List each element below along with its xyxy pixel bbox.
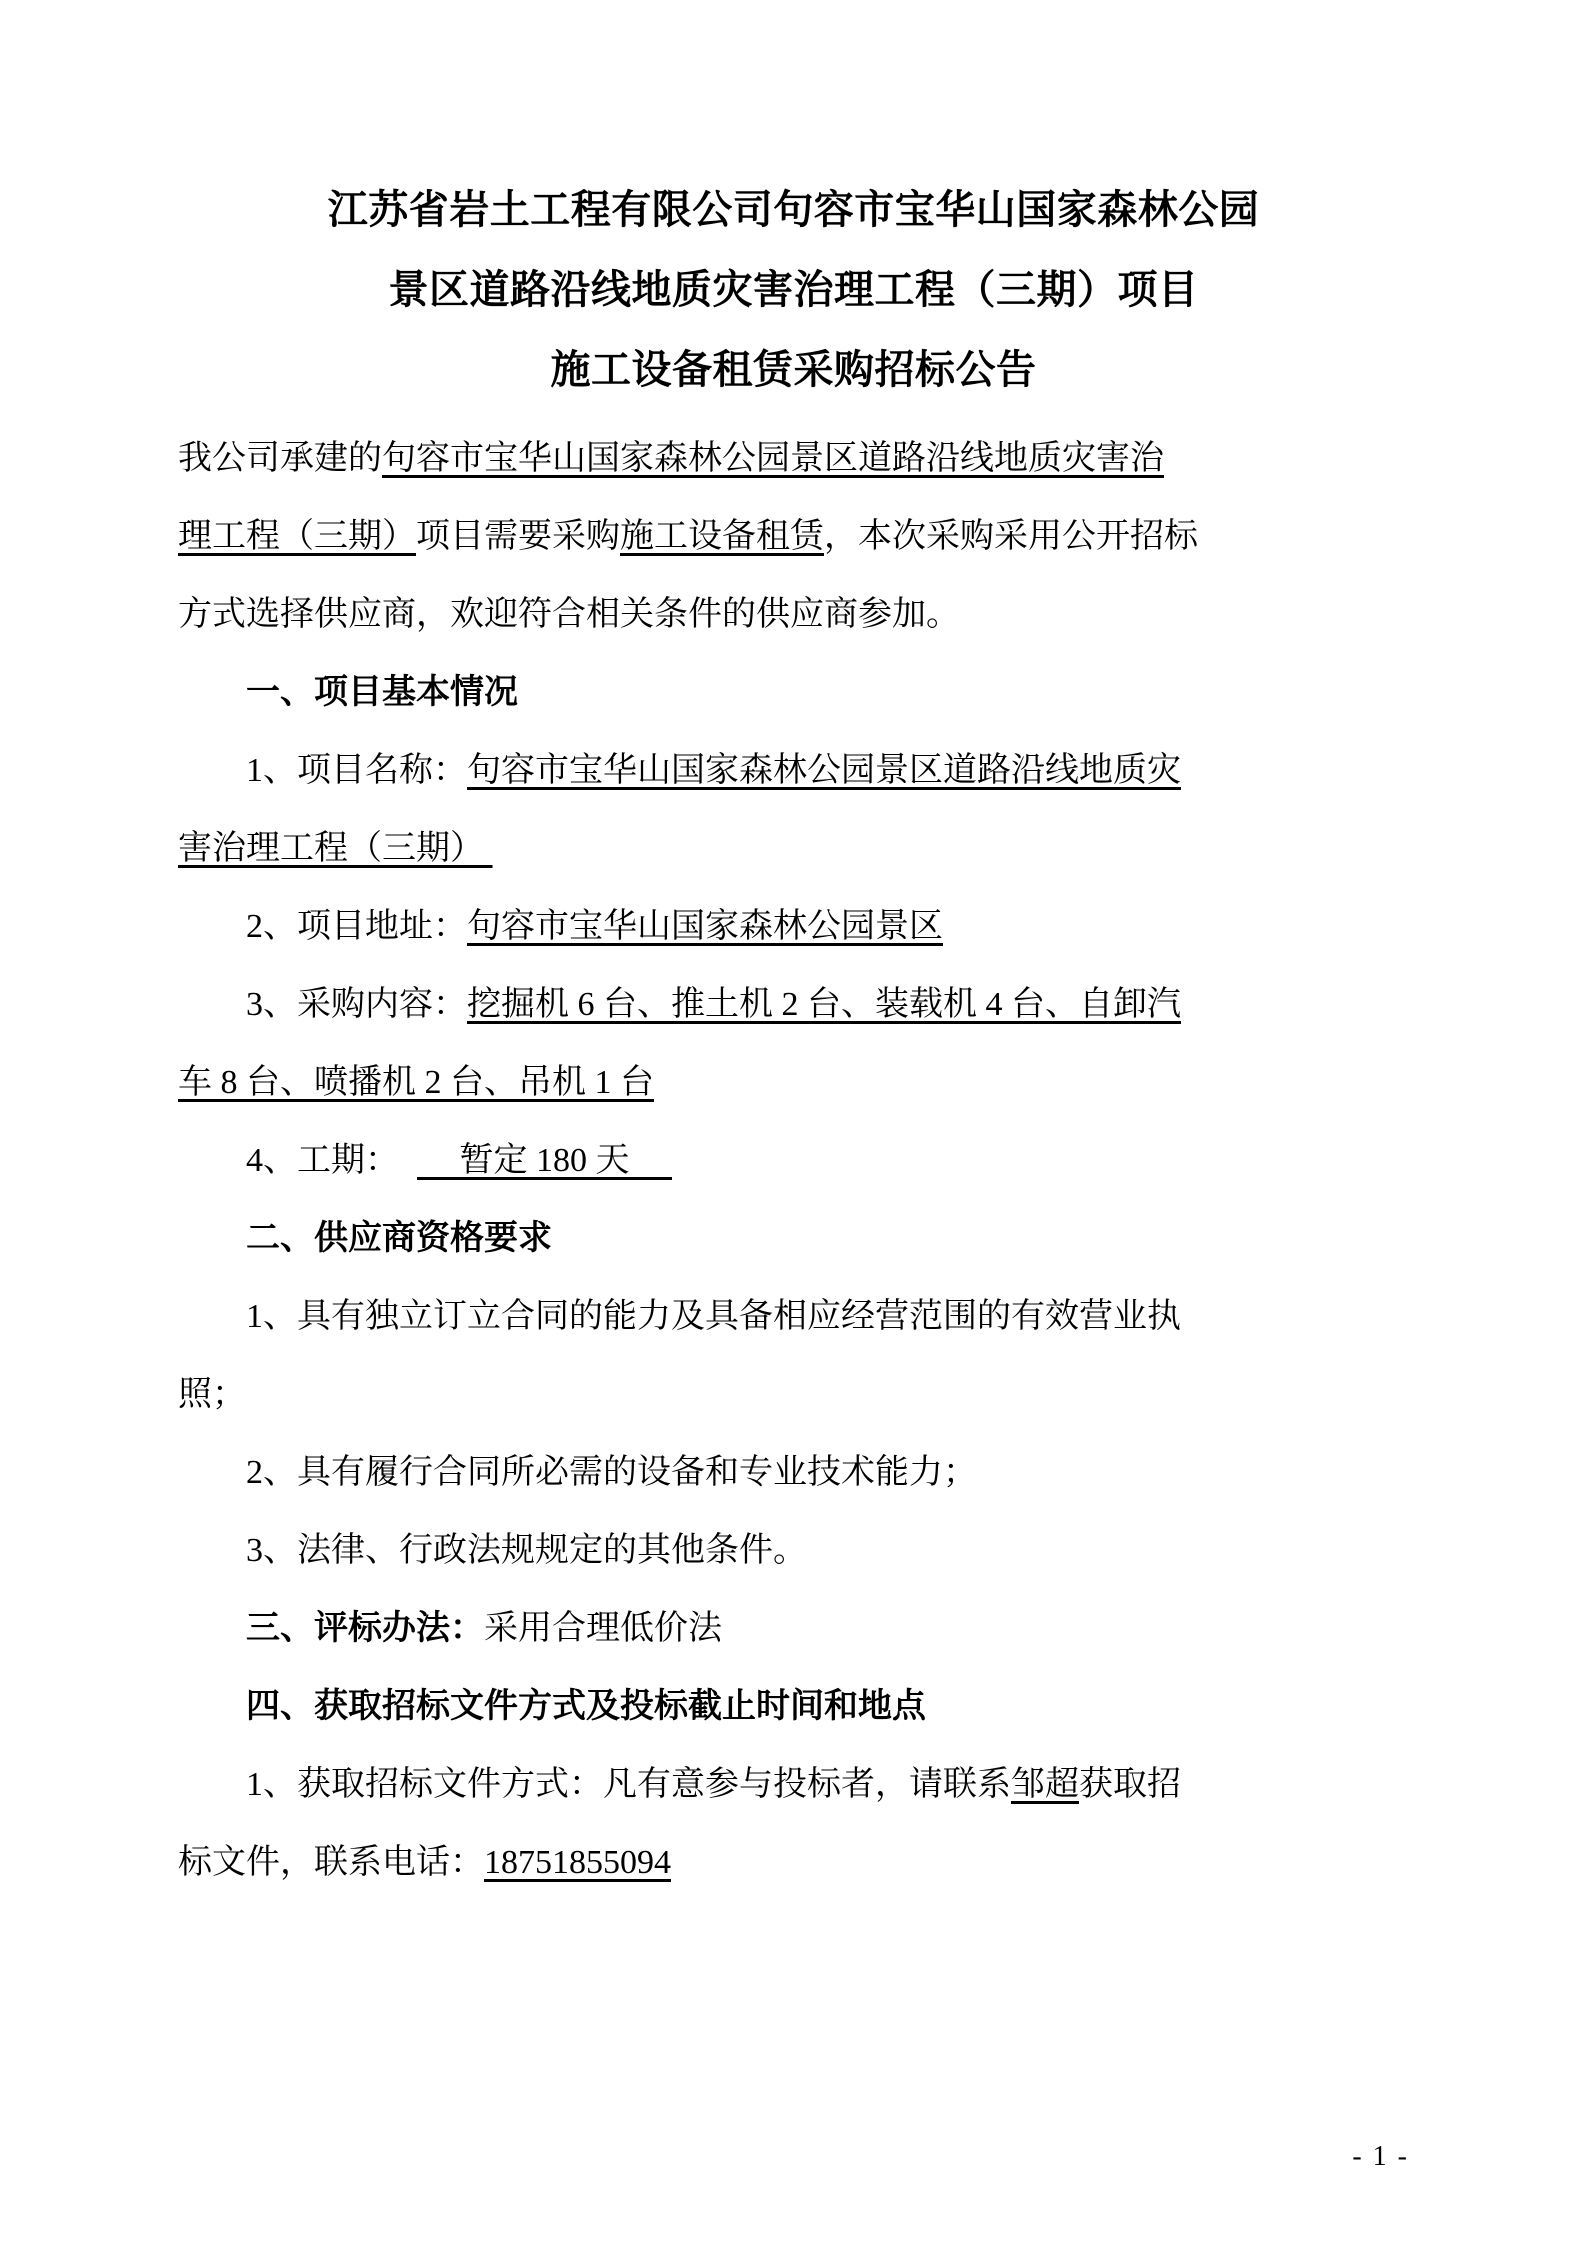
section-1-item-4 — [178, 1122, 1409, 1200]
section-1-item-3-cont — [178, 1044, 1409, 1122]
intro-paragraph-line2 — [178, 498, 1409, 576]
item-4-label: 4、工期： — [246, 1142, 399, 1179]
intro-part-1: 我公司承建的 — [178, 440, 382, 477]
section-4-item-1-label: 1、获取招标文件方式： — [246, 1766, 603, 1803]
item-2-value: 句容市宝华山国家森林公园景区 — [467, 908, 943, 945]
item-3-value-line-1: 挖掘机 6 台、推土机 2 台、装载机 4 台、自卸汽 — [467, 986, 1181, 1023]
item-1-value-line-1: 句容市宝华山国家森林公园景区道路沿线地质灾 — [467, 752, 1181, 789]
intro-part-2: 项目需要采购 — [416, 518, 620, 555]
contact-person: 邹超 — [1011, 1766, 1079, 1803]
section-3-heading: 三、评标办法： — [246, 1610, 484, 1647]
section-3-line — [178, 1590, 1409, 1668]
intro-underline-1: 句容市宝华山国家森林公园景区道路沿线地质灾害治 — [382, 440, 1164, 477]
section-1-item-1 — [178, 732, 1409, 810]
item-3-value-line-2: 车 8 台、喷播机 2 台、吊机 1 台 — [178, 1064, 654, 1101]
item-3-label: 3、采购内容： — [246, 986, 467, 1023]
item-1-label: 1、项目名称： — [246, 752, 467, 789]
title-line-2: 景区道路沿线地质灾害治理工程（三期）项目 — [388, 267, 1199, 312]
item-4-value: 暂定 180 天 — [459, 1142, 630, 1179]
section-2-heading: 二、供应商资格要求 — [246, 1220, 552, 1257]
intro-part-3: ，本次采购采用公开招标 — [824, 518, 1198, 555]
section-1-item-1-cont — [178, 810, 1409, 888]
intro-underline-2: 施工设备租赁 — [620, 518, 824, 555]
title-line-3: 施工设备租赁采购招标公告 — [550, 347, 1037, 392]
section-1-heading: 一、项目基本情况 — [246, 674, 518, 711]
document-title — [178, 170, 1409, 410]
item-2-label: 2、项目地址： — [246, 908, 467, 945]
intro-part-4: 方式选择供应商，欢迎符合相关条件的供应商参加。 — [178, 596, 960, 633]
section-4-item-1-text2: 获取招 — [1079, 1766, 1181, 1803]
section-4-item-1 — [178, 1746, 1409, 1824]
contact-phone: 18751855094 — [484, 1844, 671, 1881]
item-1-value-line-2: 害治理工程（三期） — [178, 830, 484, 867]
intro-paragraph — [178, 420, 1409, 498]
section-2-item-2: 2、具有履行合同所必需的设备和专业技术能力； — [246, 1454, 977, 1491]
section-1-item-3 — [178, 966, 1409, 1044]
section-3-text: 采用合理低价法 — [484, 1610, 722, 1647]
section-1-item-2 — [178, 888, 1409, 966]
section-4-item-1-text: 凡有意参与投标者，请联系 — [603, 1766, 1011, 1803]
section-2-item-1: 1、具有独立订立合同的能力及具备相应经营范围的有效营业执 — [246, 1298, 1181, 1335]
section-4-phone-label: 标文件，联系电话： — [178, 1844, 484, 1881]
section-2-item-1-cont: 照； — [178, 1376, 246, 1413]
title-line-1: 江苏省岩土工程有限公司句容市宝华山国家森林公园 — [327, 187, 1260, 232]
section-2-item-3: 3、法律、行政法规规定的其他条件。 — [246, 1532, 807, 1569]
section-4-heading: 四、获取招标文件方式及投标截止时间和地点 — [246, 1688, 926, 1725]
section-4-item-1-cont — [178, 1824, 1409, 1902]
intro-underline-1b: 理工程（三期） — [178, 518, 416, 555]
page-number: - 1 - — [1352, 2141, 1409, 2172]
intro-paragraph-line3 — [178, 576, 1409, 654]
